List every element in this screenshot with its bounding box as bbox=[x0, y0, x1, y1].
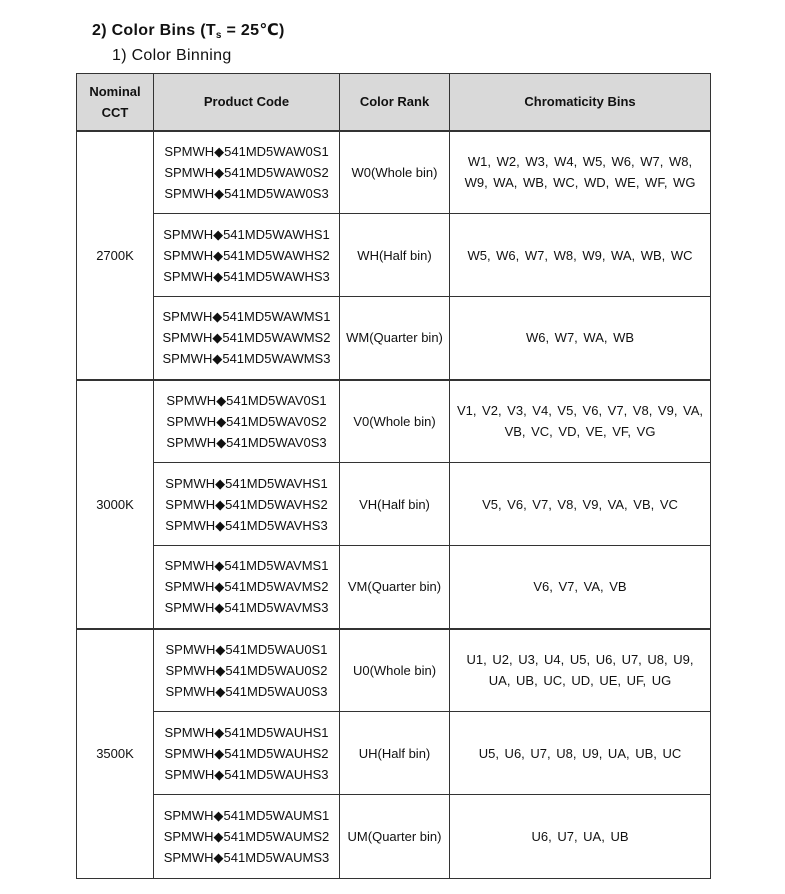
product-code: SPMWH◆541MD5WAUHS2 bbox=[164, 745, 329, 761]
product-code: SPMWH◆541MD5WAUHS3 bbox=[164, 766, 329, 782]
table-header-row bbox=[77, 74, 711, 131]
product-code: SPMWH◆541MD5WAVMS2 bbox=[164, 579, 329, 595]
table-row bbox=[77, 131, 711, 214]
color-binning-table bbox=[76, 73, 711, 879]
product-code: SPMWH◆541MD5WAVHS3 bbox=[165, 517, 328, 533]
product-code-cell bbox=[154, 712, 340, 795]
product-code-cell bbox=[154, 463, 340, 546]
color-rank-cell: UM(Quarter bin) bbox=[340, 795, 450, 879]
product-code: SPMWH◆541MD5WAUMS3 bbox=[163, 850, 330, 865]
header-cct-line2: CCT bbox=[101, 104, 129, 120]
header-nominal-cct bbox=[77, 74, 154, 131]
cct-cell: 3000K bbox=[77, 380, 154, 629]
product-code: SPMWH◆541MD5WAUMS1 bbox=[163, 808, 330, 823]
color-rank-cell: WH(Half bin) bbox=[340, 214, 450, 297]
header-color-rank: Color Rank bbox=[340, 74, 450, 131]
section-title-text: Color Bins bbox=[111, 22, 196, 39]
product-code-cell bbox=[154, 546, 340, 629]
chromaticity-bins-cell: V5, V6, V7, V8, V9, VA, VB, VC bbox=[450, 463, 711, 546]
condition-suffix: = 25℃) bbox=[221, 22, 285, 39]
product-code-cell bbox=[154, 297, 340, 380]
condition-prefix: (T bbox=[200, 22, 216, 39]
chromaticity-bins-cell: U5, U6, U7, U8, U9, UA, UB, UC bbox=[450, 712, 711, 795]
chromaticity-bins-cell: W6, W7, WA, WB bbox=[450, 297, 711, 380]
section-title bbox=[92, 20, 285, 41]
table-row bbox=[77, 712, 711, 795]
color-rank-cell: U0(Whole bin) bbox=[340, 629, 450, 712]
product-code-cell bbox=[154, 629, 340, 712]
chromaticity-bins-cell: U1, U2, U3, U4, U5, U6, U7, U8, U9, UA, UB, UC, UD, UE, UF, UG bbox=[450, 629, 711, 712]
product-code: SPMWH◆541MD5WAVHS2 bbox=[165, 496, 328, 512]
product-code: SPMWH◆541MD5WAWHS1 bbox=[163, 226, 330, 242]
product-code: SPMWH◆541MD5WAW0S1 bbox=[164, 143, 329, 159]
table-row bbox=[77, 463, 711, 546]
table-row bbox=[77, 795, 711, 879]
table-row bbox=[77, 380, 711, 463]
product-code: SPMWH◆541MD5WAWMS1 bbox=[162, 309, 331, 325]
product-code: SPMWH◆541MD5WAVHS1 bbox=[165, 475, 328, 491]
product-code-cell bbox=[154, 795, 340, 879]
chromaticity-bins-cell: U6, U7, UA, UB bbox=[450, 795, 711, 879]
product-code-cell bbox=[154, 131, 340, 214]
subsection-title: 1) Color Binning bbox=[112, 47, 232, 64]
table-row bbox=[77, 214, 711, 297]
product-code: SPMWH◆541MD5WAVMS1 bbox=[164, 558, 329, 574]
header-cct-line1: Nominal bbox=[89, 83, 141, 99]
product-code: SPMWH◆541MD5WAU0S2 bbox=[165, 662, 328, 678]
product-code: SPMWH◆541MD5WAWHS2 bbox=[163, 247, 330, 263]
color-rank-cell: W0(Whole bin) bbox=[340, 131, 450, 214]
product-code-cell bbox=[154, 380, 340, 463]
product-code: SPMWH◆541MD5WAV0S3 bbox=[166, 434, 327, 450]
section-number: 2) bbox=[92, 22, 107, 39]
product-code: SPMWH◆541MD5WAVMS3 bbox=[164, 600, 329, 616]
chromaticity-bins-cell: V6, V7, VA, VB bbox=[450, 546, 711, 629]
color-rank-cell: VH(Half bin) bbox=[340, 463, 450, 546]
product-code-cell bbox=[154, 214, 340, 297]
cct-cell: 3500K bbox=[77, 629, 154, 879]
product-code: SPMWH◆541MD5WAWMS3 bbox=[162, 351, 331, 367]
color-rank-cell: V0(Whole bin) bbox=[340, 380, 450, 463]
product-code: SPMWH◆541MD5WAV0S2 bbox=[166, 413, 327, 429]
color-rank-cell: VM(Quarter bin) bbox=[340, 546, 450, 629]
chromaticity-bins-cell: W1, W2, W3, W4, W5, W6, W7, W8, W9, WA, WB, WC, WD, WE, WF, WG bbox=[450, 131, 711, 214]
chromaticity-bins-cell: W5, W6, W7, W8, W9, WA, WB, WC bbox=[450, 214, 711, 297]
cct-cell: 2700K bbox=[77, 131, 154, 380]
color-rank-cell: WM(Quarter bin) bbox=[340, 297, 450, 380]
header-chromaticity-bins: Chromaticity Bins bbox=[450, 74, 711, 131]
test-condition bbox=[200, 22, 284, 39]
table-row bbox=[77, 629, 711, 712]
product-code: SPMWH◆541MD5WAU0S3 bbox=[165, 683, 328, 699]
table-row bbox=[77, 297, 711, 380]
product-code: SPMWH◆541MD5WAW0S3 bbox=[164, 185, 329, 201]
product-code: SPMWH◆541MD5WAUMS2 bbox=[163, 829, 330, 844]
header-product-code: Product Code bbox=[154, 74, 340, 131]
table-row bbox=[77, 546, 711, 629]
product-code: SPMWH◆541MD5WAV0S1 bbox=[166, 392, 327, 408]
product-code: SPMWH◆541MD5WAWMS2 bbox=[162, 330, 331, 346]
condition-subscript: s bbox=[215, 30, 222, 41]
color-rank-cell: UH(Half bin) bbox=[340, 712, 450, 795]
product-code: SPMWH◆541MD5WAW0S2 bbox=[164, 164, 329, 180]
product-code: SPMWH◆541MD5WAU0S1 bbox=[165, 641, 328, 657]
product-code: SPMWH◆541MD5WAWHS3 bbox=[163, 268, 330, 284]
chromaticity-bins-cell: V1, V2, V3, V4, V5, V6, V7, V8, V9, VA, VB, VC, VD, VE, VF, VG bbox=[450, 380, 711, 463]
product-code: SPMWH◆541MD5WAUHS1 bbox=[164, 724, 329, 740]
